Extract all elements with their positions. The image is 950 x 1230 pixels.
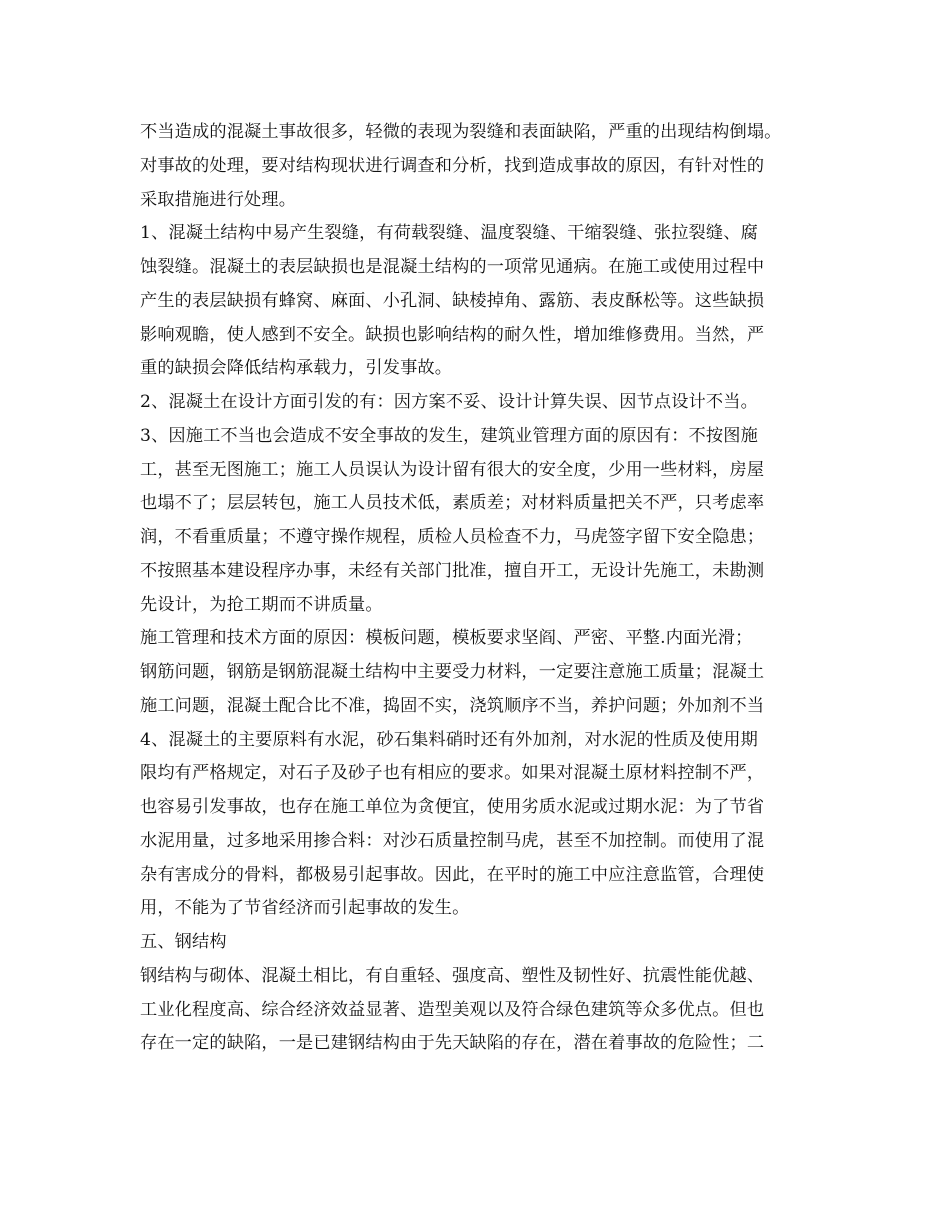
- text-line: 润，不看重质量；不遵守操作规程，质检人员检查不力，马虎签字留下安全隐患；: [140, 527, 765, 547]
- text-line: 用，不能为了节省经济而引起事故的发生。: [140, 898, 470, 919]
- text-line: 不按照基本建设程序办事，未经有关部门批准，擅自开工，无设计先施工，未勘测: [140, 560, 765, 581]
- text-line: 产生的表层缺损有蜂窝、麻面、小孔洞、缺棱掉角、露筋、表皮酥松等。这些缺损: [140, 290, 765, 311]
- text-line: 钢筋问题，钢筋是钢筋混凝土结构中主要受力材料，一定要注意施工质量；混凝土: [140, 662, 765, 682]
- text-line: 水泥用量，过多地采用掺合料：对沙石质量控制马虎，甚至不加控制。而使用了混: [140, 830, 765, 851]
- text-line: 4、混凝土的主要原料有水泥，砂石集料硝时还有外加剂，对水泥的性质及使用期: [140, 729, 758, 750]
- text-line: 施工管理和技术方面的原因：模板问题，模板要求坚阎、严密、平整.内面光滑；: [140, 628, 753, 649]
- text-line: 施工问题，混凝土配合比不准，捣固不实，浇筑顺序不当，养护问题；外加剂不当: [140, 695, 765, 716]
- text-line: 先设计，为抢工期而不讲质量。: [140, 594, 383, 615]
- text-line: 2、混凝土在设计方面引发的有：因方案不妥、设计计算失误、因节点设计不当。: [140, 392, 758, 412]
- text-line: 影响观瞻，使人感到不安全。缺损也影响结构的耐久性，增加维修费用。当然，严: [140, 324, 765, 345]
- text-line: 工，甚至无图施工；施工人员误认为设计留有很大的安全度，少用一些材料，房屋: [140, 459, 765, 480]
- text-line: 不当造成的混凝土事故很多，轻微的表现为裂缝和表面缺陷，严重的出现结构倒塌。: [140, 122, 782, 142]
- text-line: 3、因施工不当也会造成不安全事故的发生，建筑业管理方面的原因有：不按图施: [140, 425, 758, 446]
- section-heading: 五、钢结构: [140, 932, 227, 952]
- text-line: 杂有害成分的骨料，都极易引起事故。因此，在平时的施工中应注意监管，合理使: [140, 864, 765, 885]
- text-line: 蚀裂缝。混凝土的表层缺损也是混凝土结构的一项常见通病。在施工或使用过程中: [140, 257, 765, 277]
- text-line: 限均有严格规定，对石子及砂子也有相应的要求。如果对混凝土原材料控制不严，: [140, 763, 765, 784]
- text-line: 采取措施进行处理。: [140, 189, 297, 210]
- text-line: 也容易引发事故，也存在施工单位为贪便宜，使用劣质水泥或过期水泥：为了节省: [140, 797, 765, 817]
- text-line: 1、混凝土结构中易产生裂缝，有荷载裂缝、温度裂缝、干缩裂缝、张拉裂缝、腐: [140, 223, 758, 244]
- text-line: 对事故的处理，要对结构现状进行调查和分析，找到造成事故的原因，有针对性的: [140, 155, 765, 176]
- text-line: 存在一定的缺陷，一是已建钢结构由于先天缺陷的存在，潜在着事故的危险性；二: [140, 1033, 765, 1054]
- text-line: 钢结构与砌体、混凝土相比，有自重轻、强度高、塑性及韧性好、抗震性能优越、: [140, 965, 765, 986]
- text-line: 工业化程度高、综合经济效益显著、造型美观以及符合绿色建筑等众多优点。但也: [140, 999, 765, 1020]
- document-body: [140, 116, 820, 1061]
- text-line: 也塌不了；层层转包，施工人员技术低，素质差；对材料质量把关不严，只考虑率: [140, 493, 765, 514]
- text-line: 重的缺损会降低结构承载力，引发事故。: [140, 358, 453, 379]
